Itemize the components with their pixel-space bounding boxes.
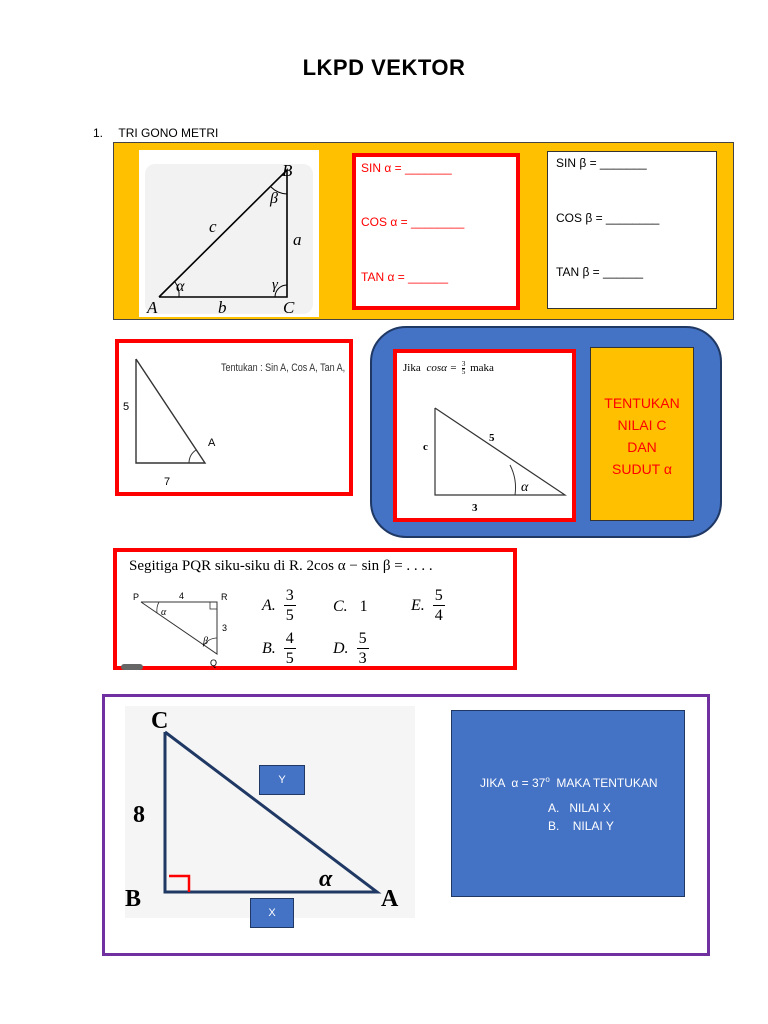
option-d-letter: D. [333,639,349,657]
note-line-1: TENTUKAN [604,395,680,411]
note-line-3: DAN [627,439,657,455]
side-c-label: c [423,441,428,453]
angle-beta-label: β [203,636,208,647]
side-c-label: c [209,217,217,236]
side-7-label: 7 [164,476,171,488]
question-prefix: Jika [403,362,421,375]
label-x-box: X [250,898,294,928]
tan-beta-line: TAN β = ______ [556,265,644,279]
angle-alpha-label: α [161,607,167,618]
option-d[interactable] [333,629,369,668]
fraction-denominator: 5 [461,368,466,376]
option-e[interactable] [411,586,445,625]
option-e-num: 5 [434,587,443,604]
option-d-den: 3 [358,650,367,667]
scroll-handle [121,664,143,670]
side-b-label: b [218,298,227,317]
list-number: 1. [93,126,104,140]
card-item-b-letter: B. [548,819,560,833]
option-b-den: 5 [285,650,294,667]
option-d-num: 5 [358,630,367,647]
section-2-box [115,339,353,496]
section-4-question: Segitiga PQR siku-siku di R. 2cos α − sin β = . . . . [129,558,433,574]
note-line-4: SUDUT α [612,461,672,477]
card-line-1-suffix: MAKA TENTUKAN [549,776,658,790]
card-line-1 [480,775,658,790]
side-3-label: 3 [472,502,478,514]
question-function: cosα = [426,362,458,375]
question-suffix: maka [470,362,494,375]
page-title: LKPD VEKTOR [302,55,466,80]
note-line-2: NILAI C [617,417,667,433]
option-a-den: 5 [285,607,294,624]
section-2-instruction: Tentukan : Sin A, Cos A, Tan A, [221,362,346,374]
angle-alpha-label: α [176,278,185,295]
option-b-fraction [284,629,296,668]
side-5-label: 5 [123,401,130,413]
vertex-b-label: B [282,161,293,180]
list-item-label: TRI GONO METRI [118,126,219,140]
fraction-numerator: 3 [461,360,466,368]
card-item-b-text: NILAI Y [572,819,614,833]
option-c-value: 1 [359,598,368,615]
list-item-trigonometri [93,126,218,140]
side-3-label: 3 [222,623,228,633]
triangle-abc-figure [139,150,319,317]
option-c-letter: C. [333,598,348,615]
degree-symbol: o [545,775,550,784]
option-d-fraction [357,629,369,668]
section-3-figure [393,349,576,522]
angle-beta-label: β [270,190,278,207]
cos-alpha-line: COS α = ________ [361,215,465,229]
option-b-letter: B. [262,639,276,657]
angle-alpha-label: α [521,480,529,495]
vertex-q-label: Q [210,658,218,668]
option-b[interactable] [262,629,296,668]
option-e-den: 4 [434,607,443,624]
vertex-a-label: A [147,298,158,317]
section-4-box [113,548,517,670]
alpha-answer-box [352,153,520,310]
section-3-note [590,347,694,521]
option-a-num: 3 [285,587,294,604]
cos-beta-line: COS β = ________ [556,211,660,225]
vertex-c-label: C [151,708,169,734]
card-item-a-text: NILAI X [569,801,611,815]
side-4-label: 4 [179,591,185,601]
sin-beta-line: SIN β = _______ [556,156,647,170]
card-line-1-text: JIKA α = 37 [480,776,546,790]
side-5-label: 5 [489,432,495,444]
option-e-fraction [433,586,445,625]
triangle-bca-figure [125,706,415,918]
vertex-r-label: R [221,592,228,602]
option-a[interactable] [262,586,296,625]
card-item-b [548,819,614,833]
vertex-p-label: P [133,592,140,602]
vertex-a-label: A [381,886,399,912]
option-a-fraction [284,586,296,625]
vertex-c-label: C [283,298,295,317]
side-a-label: a [293,230,302,249]
angle-a-label: A [208,437,216,449]
option-e-letter: E. [411,596,425,614]
beta-answer-box [547,151,717,309]
side-8-label: 8 [133,802,145,828]
angle-gamma-label: γ [272,277,278,293]
label-y-box: Y [259,765,305,795]
card-item-a [548,801,611,815]
option-a-letter: A. [262,596,276,614]
angle-alpha-label: α [319,866,333,892]
option-b-num: 4 [285,630,294,647]
card-item-a-letter: A. [548,801,560,815]
section-5-card [451,710,685,897]
option-c[interactable] [333,598,368,616]
sin-alpha-line: SIN α = _______ [361,161,452,175]
tan-alpha-line: TAN α = ______ [361,270,449,284]
vertex-b-label: B [125,886,142,912]
